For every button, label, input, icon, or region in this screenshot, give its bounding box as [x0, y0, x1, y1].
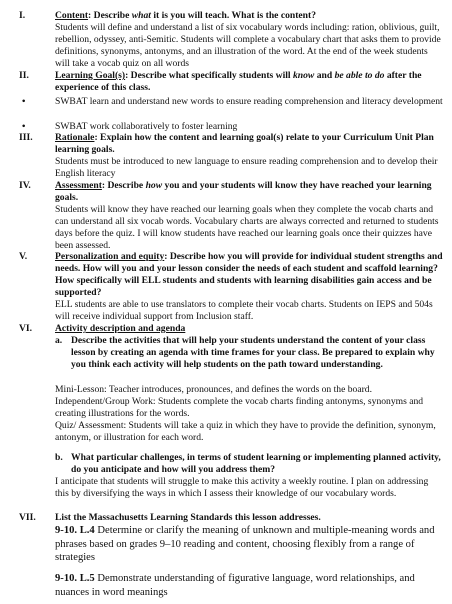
- section-heading: [55, 323, 443, 335]
- section-number: II.: [19, 70, 29, 81]
- section-block: [55, 132, 443, 180]
- section-heading: [55, 251, 443, 299]
- bullet-text: SWBAT work collaboratively to foster learning: [55, 121, 238, 132]
- section-heading: [55, 70, 443, 94]
- subsection-label: b.: [55, 452, 63, 463]
- heading-underlined: Rationale: [55, 132, 95, 143]
- standard-code: 9-10. L.4: [55, 525, 95, 536]
- section-number: I.: [19, 10, 26, 21]
- section-number: V.: [19, 251, 28, 262]
- bullet-icon: •: [22, 121, 26, 132]
- section-body: Students must be introduced to new language to ensure reading comprehension and to develop their English literacy: [55, 156, 438, 180]
- subsection-label: a.: [55, 335, 63, 346]
- section-number: VII.: [19, 512, 36, 523]
- section-number: III.: [19, 132, 33, 143]
- section-block: [55, 70, 443, 94]
- heading-text: you and your students will know they have reached your learning goals.: [55, 180, 432, 204]
- agenda-item: Independent/Group Work: Students complete the vocab charts finding antonyms, synonyms and creating illustrations for the words.: [55, 396, 424, 420]
- section-heading: List the Massachusetts Learning Standards this lesson addresses.: [55, 512, 321, 523]
- standard-code: 9-10. L.5: [55, 573, 95, 584]
- section-block: [55, 251, 443, 323]
- heading-text: and: [314, 70, 335, 81]
- standard-item: [55, 524, 443, 565]
- subsection-prompt: Describe the activities that will help your students understand the content of your class lesson by creating an agenda with time frames for your class. Be prepared to explain why you think each activity will help students on the path toward understanding.: [71, 335, 435, 371]
- section-body: ELL students are able to use translators to complete their vocab charts. Students on IEPS and 504s will receive individual support from Inclusion staff.: [55, 299, 433, 323]
- standard-text: Determine or clarify the meaning of unknown and multiple-meaning words and phrases based on grades 9–10 reading and content, choosing flexibly from a range of strategies: [55, 525, 435, 564]
- agenda-item: Quiz/ Assessment: Students will take a quiz in which they have to provide the definition, synonym, antonym, or illustration for each word.: [55, 420, 436, 444]
- heading-underlined: Personalization and equity: [55, 251, 165, 262]
- section-block: [55, 10, 443, 70]
- heading-underlined: Learning Goal(s): [55, 70, 126, 81]
- heading-text: : Describe: [101, 180, 146, 191]
- section-number: VI.: [19, 323, 33, 334]
- subsection-prompt: What particular challenges, in terms of student learning or implementing planned activity, do you anticipate and how will you address them?: [71, 452, 441, 476]
- heading-text: it is you will teach. What is the content?: [150, 10, 316, 21]
- heading-text: : Describe what specifically students will: [125, 70, 293, 81]
- subsection-b: [55, 452, 443, 476]
- heading-underlined: Assessment: [55, 180, 102, 191]
- section-heading: [55, 180, 443, 204]
- section-block: [55, 323, 443, 335]
- section-number: IV.: [19, 180, 31, 191]
- section-body: Students will know they have reached our learning goals when they complete the vocab charts and can understand all six vocab words. Vocabulary charts are always corrected and returned to students days before the quiz. I will know students have reached our learning goals once their quizzes have been assessed.: [55, 204, 439, 252]
- heading-underlined: Content: [55, 10, 89, 21]
- heading-text: : Describe how you will provide for individual student strengths and needs. How will you and your lesson consider the needs of each student and scaffold learning? How specifically will ELL students and students with learning disabilities gain access and be supported?: [55, 251, 443, 299]
- subsection-body: I anticipate that students will struggle to make this activity a weekly routine. I plan on addressing this by diversifying the ways in which I assess their knowledge of our vocabulary words.: [55, 476, 429, 500]
- standard-item: [55, 572, 443, 599]
- heading-italic: how: [145, 180, 163, 191]
- section-heading: [55, 132, 443, 156]
- section-block: [55, 512, 443, 524]
- heading-italic: know: [292, 70, 315, 81]
- bullet-text: SWBAT learn and understand new words to ensure reading comprehension and literacy development: [55, 96, 443, 107]
- agenda-item: Mini-Lesson: Teacher introduces, pronounces, and defines the words on the board.: [55, 384, 372, 395]
- section-body: Students will define and understand a list of six vocabulary words including: ration, oblivious, guilt, rebellion, odyssey, anti-Semitic. Students will complete a vocabulary chart that asks them to provide definitions, synonyms, antonyms, and an illustration of the word. At the end of the week students will take a vocab quiz on all words: [55, 22, 441, 70]
- heading-text: : Describe: [88, 10, 132, 21]
- section-heading: [55, 10, 443, 22]
- bullet-icon: •: [22, 96, 26, 107]
- standard-text: Demonstrate understanding of figurative language, word relationships, and nuances in word meanings: [55, 573, 415, 598]
- agenda-list: [55, 384, 443, 444]
- heading-underlined: Activity description and agenda: [55, 323, 186, 334]
- heading-italic: be able to do: [334, 70, 385, 81]
- heading-text: after the experience of this class.: [55, 70, 422, 94]
- subsection-a: [55, 335, 443, 371]
- heading-italic: what: [131, 10, 151, 21]
- section-block: [55, 180, 443, 252]
- heading-text: : Explain how the content and learning goal(s) relate to your Curriculum Unit Plan learning goals.: [55, 132, 434, 156]
